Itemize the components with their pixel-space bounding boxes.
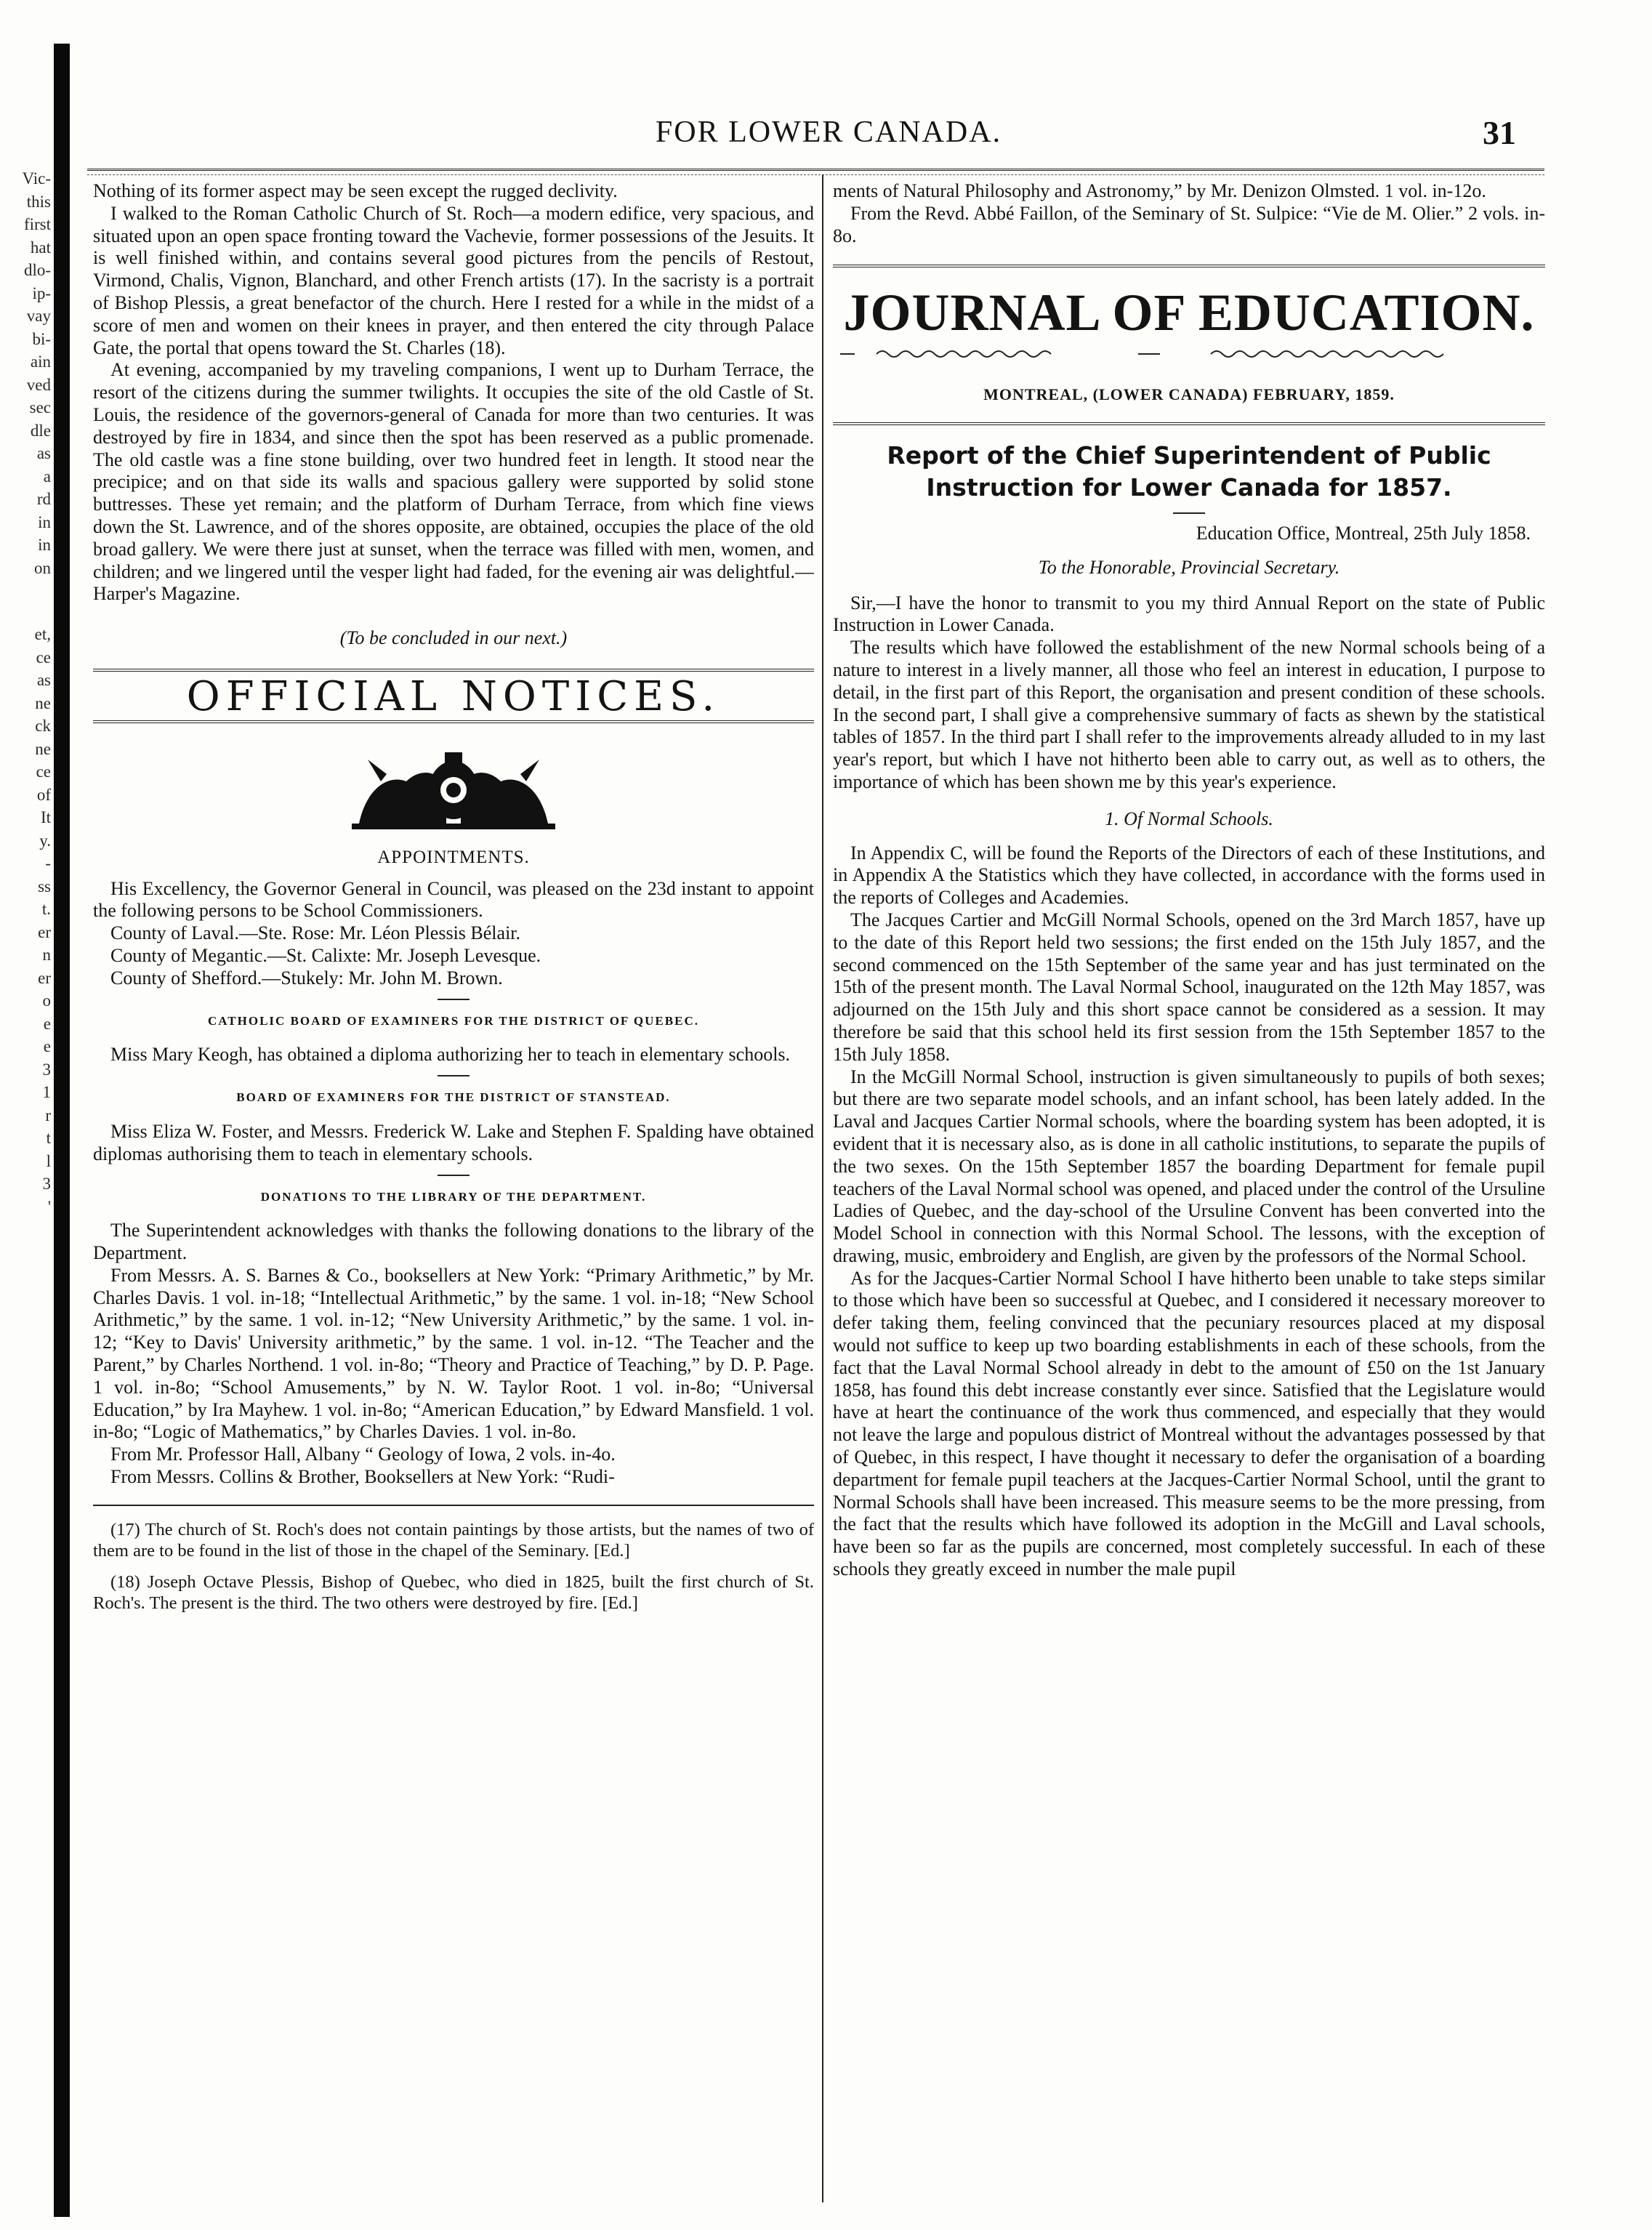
- footnote-18: (18) Joseph Octave Plessis, Bishop of Quebec, who died in 1825, built the first church of St. Roch's. The present is the third. The two others were destroyed by fire. [Ed.]: [93, 1571, 814, 1613]
- gutter-fragment: first: [23, 215, 51, 233]
- gutter-fragment: dle: [30, 421, 51, 440]
- paragraph-jacques-cartier: The Jacques Cartier and McGill Normal Schools, opened on the 3rd March 1857, have up to the date of this Report held two sessions; the first ended on the 15th July 1857, and the second commenced on the 15th September of the same year and has just terminated on the 15th of the present month. The Laval Normal School, inaugurated on the 12th May 1857, was adjourned on the 15th July and this short space cannot be considered as a session. It may therefore be said that this school held its first session from the 15th September 1857 to the 15th July 1858.: [833, 909, 1545, 1065]
- paragraph-declivity: Nothing of its former aspect may be seen except the rugged declivity.: [93, 180, 618, 201]
- gutter-fragment: dlo-: [23, 261, 51, 279]
- paragraph-superintendent: The Superintendent acknowledges with thanks the following donations to the library of the Department.: [93, 1220, 814, 1264]
- gutter-fragment: of: [36, 785, 51, 804]
- donations-heading: DONATIONS TO THE LIBRARY OF THE DEPARTMENT.: [260, 1189, 647, 1204]
- gutter-fragment: t: [46, 1129, 51, 1147]
- previous-page-gutter: [0, 167, 51, 1218]
- gutter-fragment: sec: [29, 398, 51, 416]
- paragraph-barnes-donation: From Messrs. A. S. Barnes & Co., booksellers at New York: “Primary Arithmetic,” by Mr. Charles Davis. 1 vol. in-18; “Intellectual Arithmetic,” by the same. 1 vol. in-18; “New School Arithmetic,” by the same. 1 vol. in-12; “New University Arithmetic,” by the same. 1 vol. in-12; “Key to Davis' University arithmetic,” by the same. 1 vol. in-12. “The Teacher and the Parent,” by Charles Northend. 1 vol. in-8o; “Theory and Practice of Teaching,” by D. P. Page. 1 vol. in-8o; “School Amusements,” by N. W. Taylor Root. 1 vol. in-8o; “Universal Education,” by Ira Mayhew. 1 vol. in-8o; “American Education,” by Edward Mansfield. 1 vol. in-8o; “Logic of Mathematics,” by Charles Davies. 1 vol. in-8o.: [93, 1264, 814, 1443]
- binding-shadow: [54, 44, 70, 2217]
- gutter-fragment: t.: [41, 900, 51, 918]
- gutter-fragment: hat: [30, 238, 51, 257]
- section-rule: [833, 422, 1545, 425]
- gutter-fragment: ip-: [32, 283, 51, 302]
- to-be-concluded: (To be concluded in our next.): [339, 627, 568, 649]
- footnote-17: (17) The church of St. Roch's does not contain paintings by those artists, but the names of two of them are to be found in the list of those in the chapel of the Seminary. [Ed.]: [93, 1519, 814, 1561]
- paragraph-jacques-cartier-boarding: As for the Jacques-Cartier Normal School I have hitherto been unable to take steps similar to those which have been so successful at Quebec, and I considered it necessary moreover to defer taking them, feeling convinced that the pecuniary resources placed at my disposal would not suffice to keep up two boarding establishments in each of these schools, from the fact that the Laval Normal School already in debt to the amount of £50 on the 1st January 1858, has found this debt increase constantly ever since. Satisfied that the Legislature would have at heart the continuance of the work thus commenced, and especially that they would not leave the large and populous district of Montreal without the advantages possessed by that of Quebec, in this respect, I have thought it necessary to defer the organisation of a boarding department for female pupil teachers at the Jacques-Cartier Normal School, until the grant to Normal Schools shall have been increased. This measure seems to be the more pressing, from the fact that the results which have followed its adoption in the McGill and Laval schools, have been so far as the pupils are concerned, most completely successful. In each of these schools they greatly exceed in number the male pupil: [833, 1267, 1545, 1580]
- gutter-fragment: ss: [38, 877, 51, 895]
- gutter-fragment: rd: [36, 490, 51, 508]
- header-rule-dashed: [87, 174, 1544, 175]
- right-column: [833, 180, 1545, 2215]
- paragraph-foster: Miss Eliza W. Foster, and Messrs. Frederick W. Lake and Stephen F. Spalding have obtained diplomas authorising them to teach in elementary schools.: [93, 1120, 814, 1164]
- paragraph-faillon-donation: From the Revd. Abbé Faillon, of the Seminary of St. Sulpice: “Vie de M. Olier.” 2 vols. in-8o.: [833, 202, 1545, 246]
- gutter-fragment: ne: [35, 693, 51, 712]
- royal-arms-emblem-icon: [337, 738, 570, 840]
- short-rule: [438, 999, 470, 1000]
- paragraph-collins-donation: From Messrs. Collins & Brother, Booksellers at New York: “Rudi-: [110, 1466, 615, 1488]
- board-quebec-heading: CATHOLIC BOARD OF EXAMINERS FOR THE DISTRICT OF QUEBEC.: [208, 1013, 699, 1028]
- gutter-fragment: on: [34, 558, 51, 577]
- gutter-fragment: this: [26, 192, 51, 211]
- page-number: 31: [1483, 114, 1516, 151]
- gutter-fragment: ce: [36, 762, 51, 781]
- dateline: MONTREAL, (LOWER CANADA) FEBRUARY, 1859.: [983, 385, 1395, 404]
- normal-schools-heading: 1. Of Normal Schools.: [1105, 808, 1273, 829]
- short-rule: [1173, 512, 1205, 514]
- paragraph-mcgill: In the McGill Normal School, instruction is given simultaneously to pupils of both sexes; but there are two separate model schools, and an infant school, has been lately added. In the Laval and Jacques Cartier Normal schools, where the boarding system has been adopted, it is evident that it is necessary also, as is done in all catholic institutions, to separate the pupils of the two sexes. On the 15th September 1857 the boarding Department for female pupil teachers of the Laval Normal school was opened, and placed under the control of the Ursuline Ladies of Quebec, and the day-school of the Ursuline Convent has been converted into the Model School in connection with this Normal School. The lessons, with the exception of drawing, music, embroidery and English, are given by the professors of the Normal School.: [833, 1066, 1545, 1266]
- gutter-fragment: vay: [26, 307, 51, 325]
- gutter-fragment: er: [38, 968, 51, 987]
- gutter-fragment: as: [36, 444, 51, 462]
- gutter-fragment: 1: [42, 1083, 51, 1101]
- paragraph-durham-terrace: At evening, accompanied by my traveling companions, I went up to Durham Terrace, the resort of the citizens during the summer twilights. It occupies the site of the old Castle of St. Louis, the residence of the governors-general of Canada for more than two centuries. It was destroyed by fire in 1834, and since then the spot has been reserved as a public promenade. The old castle was a fine stone building, over two hundred feet in length. It stood near the precipice; and on that side its walls and spacious gallery were supported by solid stone buttresses. These yet remain; and the platform of Durham Terrace, from which fine views down the St. Lawrence, and of the shores opposite, are obtained, occupies the place of the old broad gallery. We were there just at sunset, when the terrace was filled with men, women, and children; and we lingered until the vesper light had faded, for the evening air was delightful.—Harper's Magazine.: [93, 359, 814, 605]
- appointment-shefford: County of Shefford.—Stukely: Mr. John M. Brown.: [110, 967, 503, 989]
- appointment-megantic: County of Megantic.—St. Calixte: Mr. Joseph Levesque.: [110, 944, 541, 966]
- gutter-fragment: -: [45, 854, 51, 872]
- paragraph-hall-donation: From Mr. Professor Hall, Albany “ Geology of Iowa, 2 vols. in-4o.: [110, 1444, 616, 1465]
- report-title: Report of the Chief Superintendent of Public Instruction for Lower Canada for 1857.: [887, 440, 1491, 502]
- footnote-rule: [93, 1505, 814, 1506]
- gutter-fragment: 3: [42, 1175, 51, 1193]
- header-rule: [87, 169, 1544, 171]
- gutter-fragment: er: [38, 922, 51, 941]
- gutter-fragment: l: [46, 1151, 51, 1170]
- gutter-fragment: o: [42, 991, 51, 1010]
- official-notices-heading: OFFICIAL NOTICES.: [186, 672, 721, 720]
- address-line: To the Honorable, Provincial Secretary.: [1038, 556, 1340, 578]
- section-rule: [833, 265, 1545, 267]
- gutter-fragment: as: [36, 671, 51, 689]
- gutter-fragment: a: [43, 467, 51, 486]
- paragraph-olmsted-cont: ments of Natural Philosophy and Astronomy,” by Mr. Denizon Olmsted. 1 vol. in-12o.: [833, 180, 1486, 201]
- gutter-fragment: ': [47, 1197, 51, 1216]
- gutter-fragment: ce: [36, 648, 51, 667]
- short-rule: [438, 1075, 470, 1076]
- section-rule: [93, 669, 814, 672]
- running-head: FOR LOWER CANADA.: [655, 116, 1002, 149]
- gutter-fragment: bi-: [32, 329, 51, 348]
- gutter-fragment: n: [42, 946, 51, 964]
- wavy-rule-icon: [833, 347, 1531, 361]
- paragraph-results: The results which have followed the establishment of the new Normal schools being of a nature to interest in a lively manner, all those who feel an interest in education, I purpose to detail, in the first part of this Report, the organisation and present condition of these schools. In the second part, I shall give a comprehensive summary of facts as shewn by the statistical tables of 1857. In the third part I shall refer to the improvements already alluded to in my last year's report, but which I have not hitherto been able to carry out, as well as to others, the importance of which has been shown me by this year's experience.: [833, 637, 1545, 792]
- gutter-fragment: ne: [35, 739, 51, 758]
- board-stanstead-heading: BOARD OF EXAMINERS FOR THE DISTRICT OF STANSTEAD.: [236, 1090, 671, 1105]
- gutter-fragment: ved: [26, 375, 51, 394]
- paragraph-appendix: In Appendix C, will be found the Reports of the Directors of each of these Institutions, and in Appendix A the Statistics which they have collected, in accordance with the forms used in the reports of Colleges and Academies.: [833, 842, 1545, 909]
- gutter-fragment: ck: [35, 717, 51, 735]
- short-rule: [438, 1175, 470, 1176]
- gutter-fragment: e: [43, 1037, 51, 1055]
- paragraph-sir: Sir,—I have the honor to transmit to you my third Annual Report on the state of Public Instruction in Lower Canada.: [833, 592, 1545, 636]
- gutter-fragment: ain: [30, 353, 51, 371]
- paragraph-st-roch: I walked to the Roman Catholic Church of St. Roch—a modern edifice, very spacious, and situated upon an open space fronting toward the Vachevie, former possessions of the Jesuits. It is well finished within, and contains several good pictures from the pencils of Restout, Virmond, Chalis, Vignon, Blanchard, and other French artists (17). In the sacristy is a portrait of Bishop Plessis, a great benefactor of the church. Here I rested for a while in the midst of a score of men and women on their knees in prayer, and then entered the city through Palace Gate, the portal that opens toward the St. Charles (18).: [93, 202, 814, 358]
- gutter-fragment: y.: [39, 831, 51, 850]
- gutter-fragment: 3: [42, 1060, 51, 1079]
- appointment-laval: County of Laval.—Ste. Rose: Mr. Léon Plessis Bélair.: [110, 922, 521, 944]
- left-column: [93, 180, 814, 2215]
- gutter-fragment: et,: [34, 625, 51, 643]
- section-rule: [93, 720, 814, 723]
- gutter-fragment: It: [40, 808, 51, 826]
- office-dateline: Education Office, Montreal, 25th July 1858.: [1196, 522, 1531, 544]
- journal-title: JOURNAL OF EDUCATION.: [843, 283, 1535, 342]
- gutter-fragment: Vic-: [22, 169, 51, 188]
- gutter-fragment: [0, 579, 51, 623]
- column-divider: [822, 174, 823, 2202]
- gutter-fragment: in: [38, 512, 51, 531]
- gutter-fragment: r: [45, 1106, 51, 1124]
- gutter-fragment: e: [43, 1014, 51, 1033]
- appointments-heading: APPOINTMENTS.: [377, 847, 530, 867]
- paragraph-keogh: Miss Mary Keogh, has obtained a diploma authorizing her to teach in elementary schools.: [110, 1044, 791, 1066]
- gutter-fragment: in: [38, 536, 51, 554]
- paragraph-governor-council: His Excellency, the Governor General in Council, was pleased on the 23d instant to appoint the following persons to be School Commissioners.: [93, 877, 814, 922]
